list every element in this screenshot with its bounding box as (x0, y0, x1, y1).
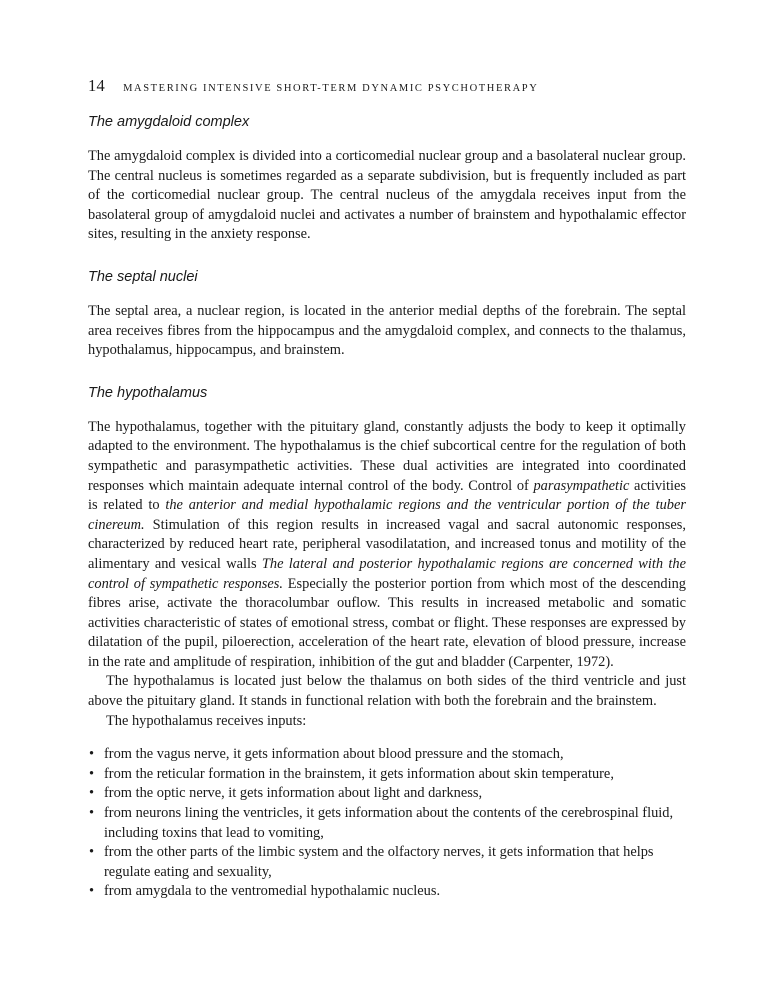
running-head (88, 76, 538, 96)
section-heading-septal: The septal nuclei (88, 268, 198, 285)
text-run: activities is related to (88, 477, 687, 514)
paragraph-hypothalamus-2: The hypothalamus is located just below the thalamus on both sides of the third ventricle and just above the pituitary gland. It stands in functional relation with both the forebrain and the brainstem. (88, 673, 686, 710)
page-number: 14 (88, 76, 106, 95)
italic-run: parasympathetic (533, 477, 630, 494)
list-item: • from the vagus nerve, it gets information about blood pressure and the stomach, (88, 745, 686, 765)
text-run: Stimulation of this region results in increased vagal and sacral autonomic responses, characterized by reduced heart rate, peripheral vasodilatation, and increased tonus and motility of the alimentary and vesical walls (88, 516, 686, 572)
list-item: • from the other parts of the limbic system and the olfactory nerves, it gets information that helps regulate eating and sexuality, (88, 843, 686, 882)
paragraph-hypothalamus-3: The hypothalamus receives inputs: (106, 712, 307, 729)
section-heading-hypothalamus: The hypothalamus (88, 384, 208, 401)
paragraph-septal: The septal area, a nuclear region, is located in the anterior medial depths of the forebrain. The septal area receives fibres from the hippocampus and the amygdaloid complex, and connects to the thalamus, hypothalamus, hippocampus, and brainstem. (88, 302, 686, 359)
inputs-list (88, 745, 686, 902)
text-run: The hypothalamus, together with the pituitary gland, constantly adjusts the body to keep it optimally adapted to the environment. The hypothalamus is the chief subcortical centre for the regulation of both sympathetic and parasympathetic activities. These dual activities are integrated into coordinated responses which maintain adequate internal control of the body. Control of (88, 418, 686, 494)
text-run: Especially the posterior portion from which most of the descending fibres arise, activate the thoracolumbar ouflow. This results in increased metabolic and somatic activities characteristic of states of emotional stress, combat or flight. These responses are expressed by dilatation of the pupil, piloerection, acceleration of the heart rate, elevation of blood pressure, increase in the rate and amplitude of respiration, inhibition of the gut and bladder (Carpenter, 1972). (88, 575, 686, 670)
list-item: • from the optic nerve, it gets information about light and darkness, (88, 784, 686, 804)
paragraph-hypothalamus-1 (88, 418, 686, 673)
paragraph-amygdaloid: The amygdaloid complex is divided into a corticomedial nuclear group and a basolateral nuclear group. The central nucleus is sometimes regarded as a separate subdivision, but is frequently included as part of the corticomedial nuclear group. The central nucleus of the amygdala receives input from the basolateral group of amygdaloid nuclei and activates a number of brainstem and hypothalamic effector sites, resulting in the anxiety response. (88, 148, 686, 243)
italic-run: the anterior and medial hypothalamic regions and the ventricular portion of the tuber cinereum. (88, 497, 686, 533)
italic-run: The lateral and posterior hypothalamic regions are concerned with the control of sympathetic responses. (88, 555, 686, 592)
running-title: MASTERING INTENSIVE SHORT-TERM DYNAMIC PSYCHOTHERAPY (123, 83, 539, 94)
page-body (88, 112, 686, 902)
list-item: • from the reticular formation in the brainstem, it gets information about skin temperature, (88, 765, 686, 785)
section-heading-amygdaloid: The amygdaloid complex (88, 114, 250, 130)
list-item: • from neurons lining the ventricles, it gets information about the contents of the cerebrospinal fluid, including toxins that lead to vomiting, (88, 804, 686, 843)
list-item: • from amygdala to the ventromedial hypothalamic nucleus. (88, 882, 686, 902)
